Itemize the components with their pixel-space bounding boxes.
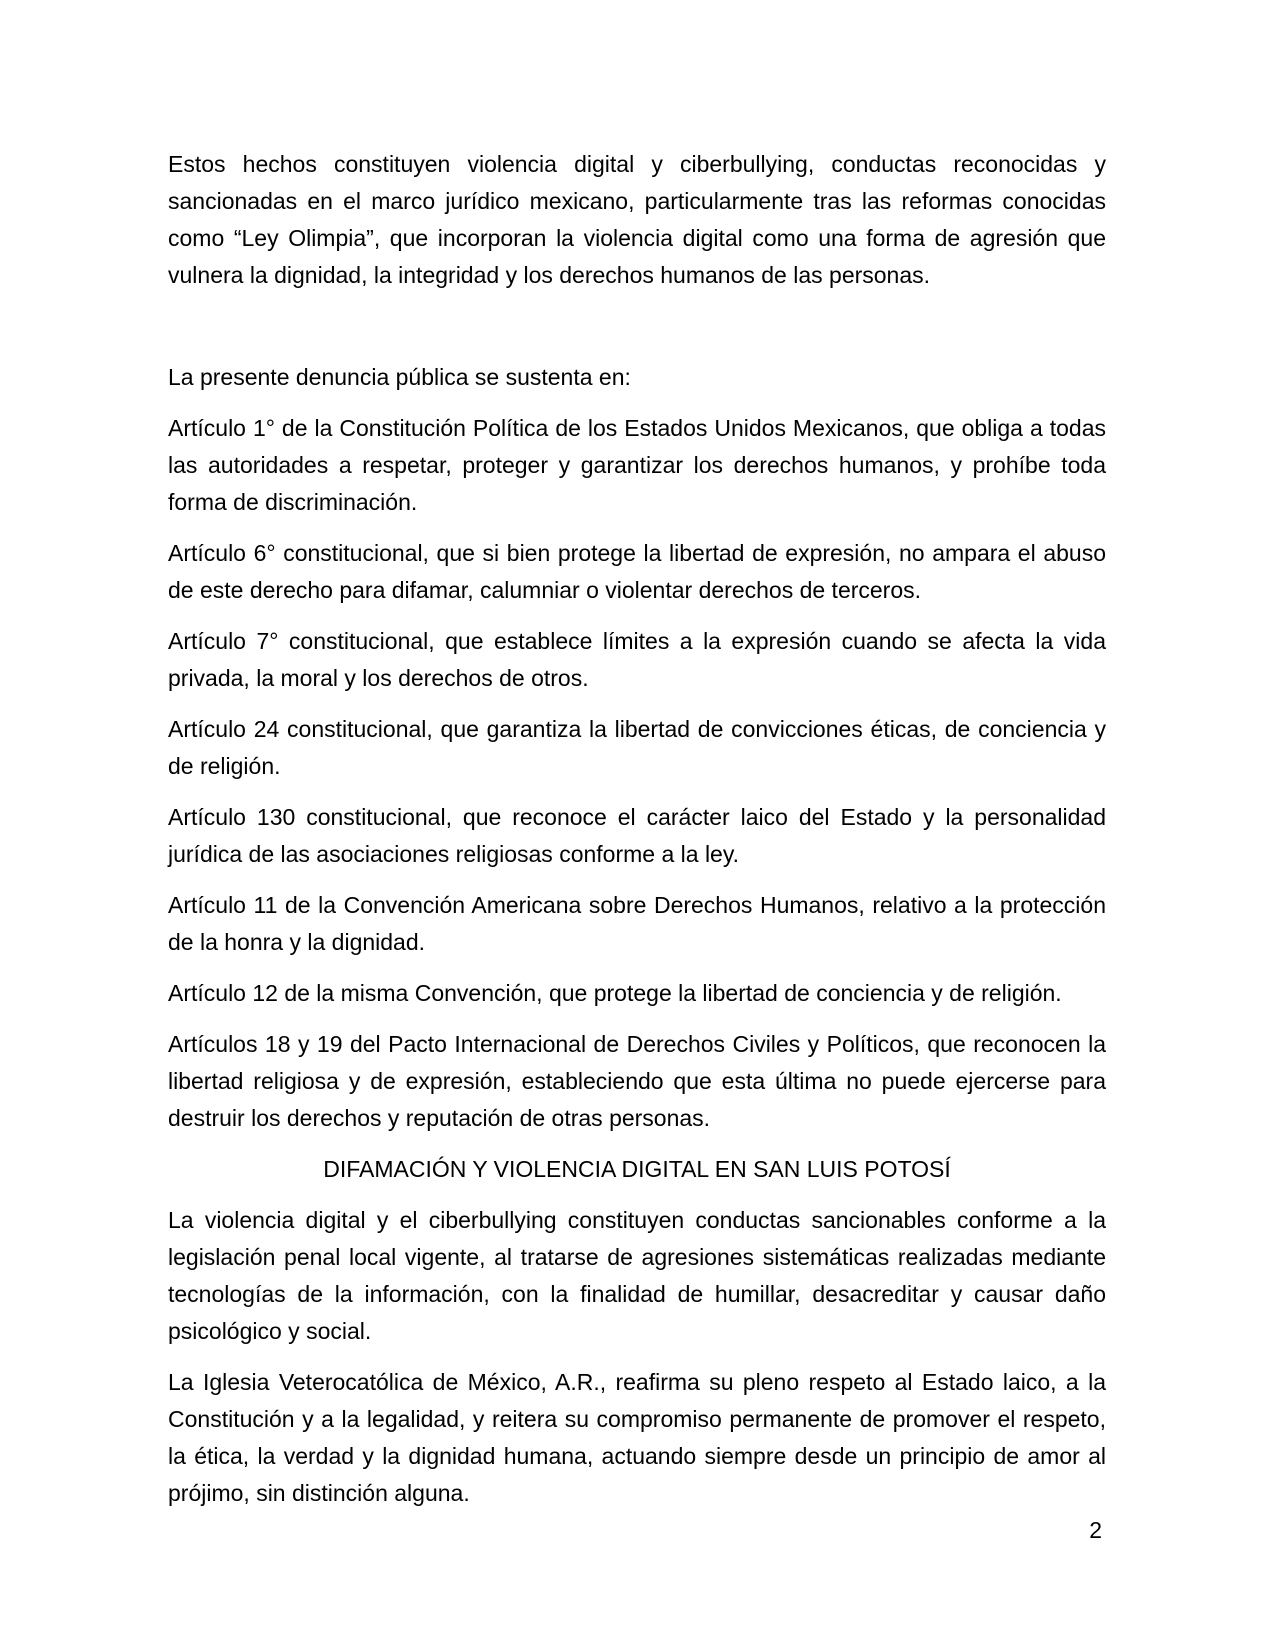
text-line: destruir los derechos y reputación de otras personas.: [168, 1105, 711, 1131]
text-line: Artículo 7° constitucional, que establece límites a la expresión cuando se afecta la vida: [168, 628, 1106, 654]
body-paragraph: [168, 623, 1106, 697]
body-paragraph: [168, 887, 1106, 961]
text-line: Artículo 24 constitucional, que garantiza la libertad de convicciones éticas, de conciencia y: [168, 716, 1106, 742]
document-body: [168, 146, 1106, 1526]
text-line: Artículo 12 de la misma Convención, que protege la libertad de conciencia y de religión.: [168, 980, 1062, 1006]
text-line: privada, la moral y los derechos de otros.: [168, 665, 589, 691]
text-line: La presente denuncia pública se sustenta en:: [168, 364, 631, 390]
text-line: vulnera la dignidad, la integridad y los derechos humanos de las personas.: [168, 262, 931, 288]
body-paragraph: [168, 975, 1106, 1012]
text-line: legislación penal local vigente, al tratarse de agresiones sistemáticas realizadas mediante: [168, 1244, 1106, 1270]
body-paragraph: [168, 1202, 1106, 1350]
body-paragraph: [168, 1364, 1106, 1512]
text-line: jurídica de las asociaciones religiosas conforme a la ley.: [168, 841, 740, 867]
text-line: prójimo, sin distinción alguna.: [168, 1480, 470, 1506]
text-line: DIFAMACIÓN Y VIOLENCIA DIGITAL EN SAN LUIS POTOSÍ: [323, 1156, 951, 1182]
text-line: Artículo 6° constitucional, que si bien protege la libertad de expresión, no ampara el abuso: [168, 540, 1106, 566]
body-paragraph: [168, 799, 1106, 873]
text-line: Constitución y a la legalidad, y reitera su compromiso permanente de promover el respeto,: [168, 1406, 1106, 1432]
text-line: como “Ley Olimpia”, que incorporan la violencia digital como una forma de agresión que: [168, 225, 1106, 251]
text-line: Artículo 11 de la Convención Americana sobre Derechos Humanos, relativo a la protección: [168, 892, 1106, 918]
text-line: La Iglesia Veterocatólica de México, A.R., reafirma su pleno respeto al Estado laico, a la: [168, 1369, 1106, 1395]
text-line: La violencia digital y el ciberbullying constituyen conductas sancionables conforme a la: [168, 1207, 1106, 1233]
text-line: psicológico y social.: [168, 1318, 372, 1344]
page-number: 2: [1089, 1517, 1102, 1543]
blank-line: [168, 308, 1106, 345]
body-paragraph: [168, 410, 1106, 521]
text-line: las autoridades a respetar, proteger y garantizar los derechos humanos, y prohíbe toda: [168, 452, 1106, 478]
body-paragraph: [168, 711, 1106, 785]
text-line: Artículos 18 y 19 del Pacto Internacional de Derechos Civiles y Políticos, que reconocen la: [168, 1031, 1106, 1057]
text-line: de este derecho para difamar, calumniar o violentar derechos de terceros.: [168, 577, 922, 603]
text-line: la ética, la verdad y la dignidad humana, actuando siempre desde un principio de amor al: [168, 1443, 1106, 1469]
text-line: de la honra y la dignidad.: [168, 929, 426, 955]
body-paragraph: [168, 535, 1106, 609]
section-heading: [168, 1151, 1106, 1188]
text-line: forma de discriminación.: [168, 489, 418, 515]
text-line: sancionadas en el marco jurídico mexicano, particularmente tras las reformas conocidas: [168, 188, 1106, 214]
text-line: tecnologías de la información, con la finalidad de humillar, desacreditar y causar daño: [168, 1281, 1106, 1307]
text-line: de religión.: [168, 753, 281, 779]
body-paragraph: [168, 359, 1106, 396]
text-line: libertad religiosa y de expresión, estableciendo que esta última no puede ejercerse para: [168, 1068, 1106, 1094]
empty-line: [168, 308, 1106, 345]
text-line: Artículo 1° de la Constitución Política de los Estados Unidos Mexicanos, que obliga a todas: [168, 415, 1106, 441]
body-paragraph: [168, 1026, 1106, 1137]
text-line: Artículo 130 constitucional, que reconoce el carácter laico del Estado y la personalidad: [168, 804, 1106, 830]
body-paragraph: [168, 146, 1106, 294]
text-line: Estos hechos constituyen violencia digital y ciberbullying, conductas reconocidas y: [168, 151, 1106, 177]
